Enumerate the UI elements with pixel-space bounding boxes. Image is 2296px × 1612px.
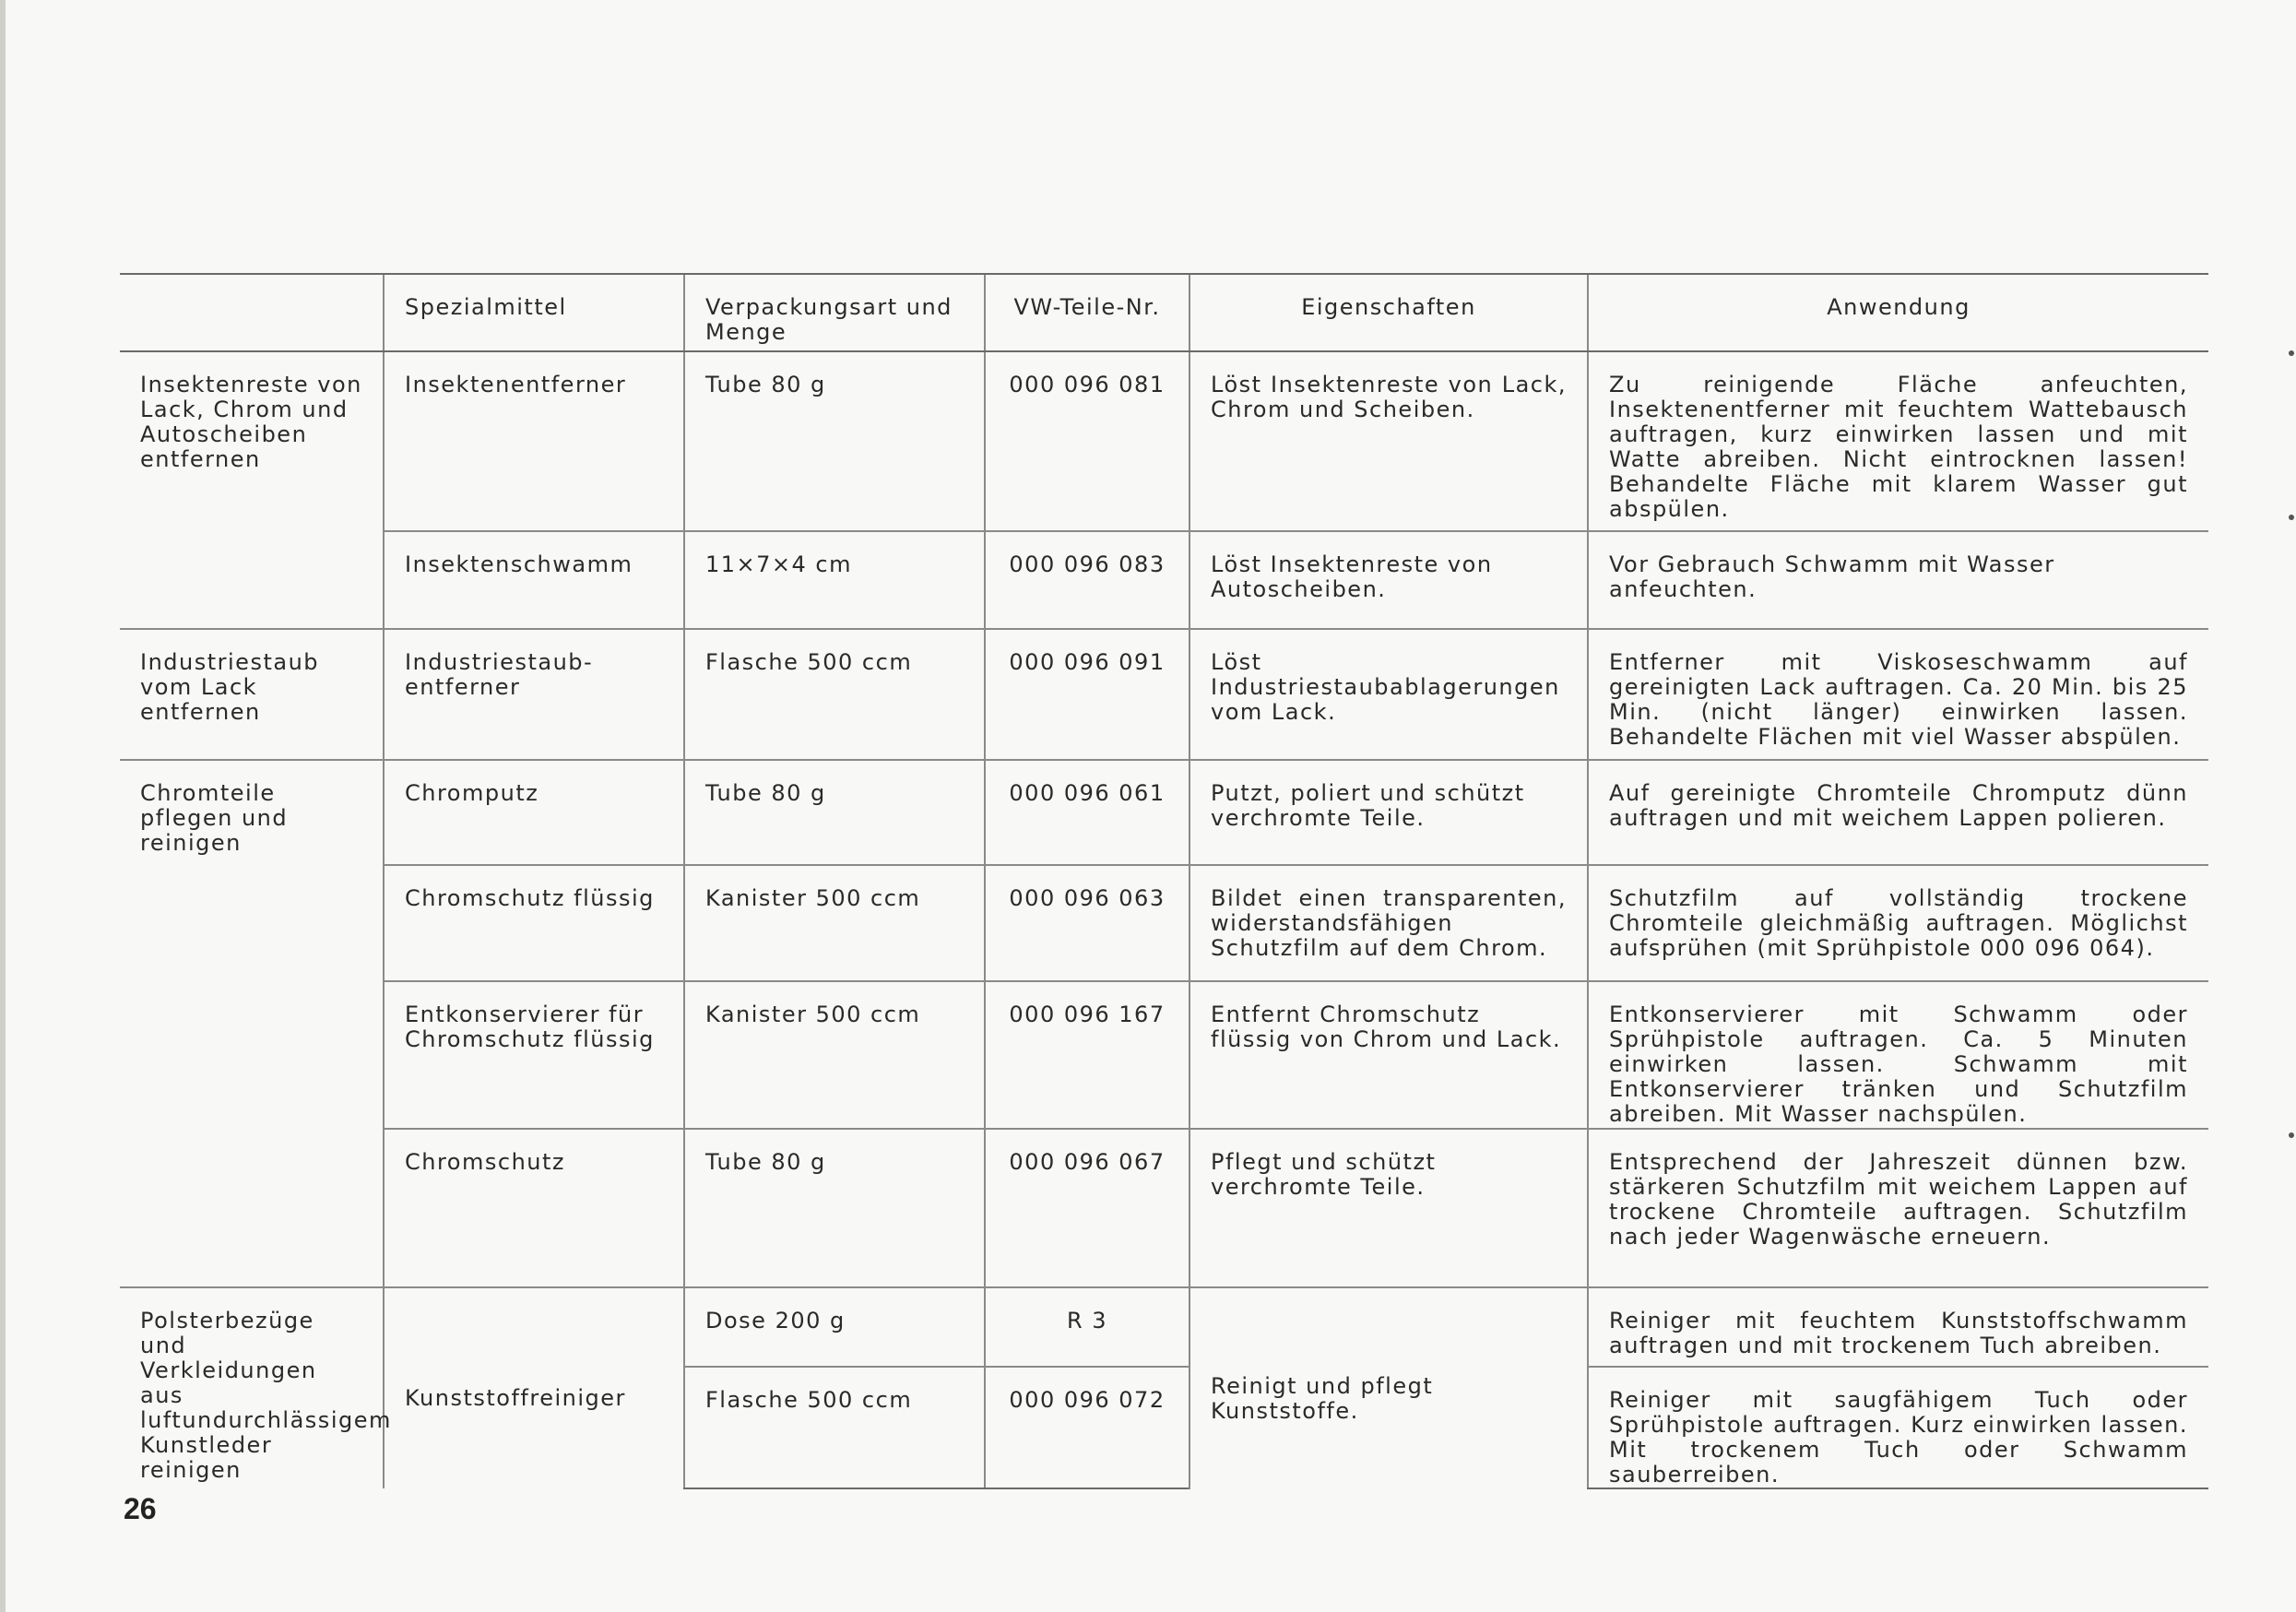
part-no-cell: 000 096 072: [985, 1367, 1189, 1488]
task-cell: Polsterbezüge und Verkleidungen aus luftundurchlässigem Kunstleder reinigen: [120, 1287, 384, 1488]
part-no-cell: 000 096 091: [985, 629, 1189, 760]
usage-cell: Entkonservierer mit Schwamm oder Sprühpistole auftragen. Ca. 5 Minuten einwirken lassen. Schwamm mit Entkonservierer tränken und Schutzfilm abreiben. Mit Wasser nachspülen.: [1588, 981, 2208, 1129]
usage-cell: Zu reinigende Fläche anfeuchten, Insektenentferner mit feuchtem Wattebausch auftragen, kurz einwirken lassen und mit Watte abreiben. Nicht eintrocknen lassen! Behandelte Fläche mit klarem Wasser gut abspülen.: [1588, 351, 2208, 531]
part-no-cell: 000 096 067: [985, 1129, 1189, 1287]
part-no-cell: 000 096 083: [985, 531, 1189, 629]
part-no-cell: R 3: [985, 1287, 1189, 1367]
task-cell: Industriestaub vom Lack entfernen: [120, 629, 384, 760]
part-no-cell: 000 096 061: [985, 760, 1189, 865]
package-cell: Flasche 500 ccm: [684, 1367, 985, 1488]
usage-cell: Auf gereinigte Chromteile Chromputz dünn auftragen und mit weichem Lappen polieren.: [1588, 760, 2208, 865]
table-row: [120, 1129, 2208, 1287]
page-number: 26: [124, 1492, 157, 1525]
part-no-cell: 000 096 167: [985, 981, 1189, 1129]
usage-cell: Reiniger mit feuchtem Kunststoffschwamm auftragen und mit trockenem Tuch abreiben.: [1588, 1287, 2208, 1367]
agent-cell: Kunststoffreiniger: [384, 1287, 684, 1488]
margin-dot: [2289, 1132, 2294, 1138]
table-row: [120, 865, 2208, 981]
table-row: [120, 760, 2208, 865]
package-cell: Kanister 500 ccm: [684, 981, 985, 1129]
margin-dot: [2289, 350, 2294, 356]
agent-cell: Chromputz: [384, 760, 684, 865]
usage-cell: Reiniger mit saugfähigem Tuch oder Sprühpistole auftragen. Kurz einwirken lassen. Mit trockenem Tuch oder Schwamm sauberreiben.: [1588, 1367, 2208, 1488]
task-cell: Insektenreste von Lack, Chrom und Autoscheiben entfernen: [120, 351, 384, 629]
properties-cell: Löst Industriestaubablagerungen vom Lack.: [1189, 629, 1588, 760]
usage-cell: Entsprechend der Jahreszeit dünnen bzw. stärkeren Schutzfilm mit weichem Lappen auf trockene Chromteile auftragen. Schutzfilm nach jeder Wagenwäsche erneuern.: [1588, 1129, 2208, 1287]
part-no-cell: 000 096 081: [985, 351, 1189, 531]
package-cell: Tube 80 g: [684, 351, 985, 531]
header-part-no: VW-Teile-Nr.: [985, 274, 1189, 351]
table-row: [120, 629, 2208, 760]
package-cell: Tube 80 g: [684, 1129, 985, 1287]
agent-cell: Industriestaub-entferner: [384, 629, 684, 760]
header-task: [120, 274, 384, 351]
table-header-row: [120, 274, 2208, 351]
agent-cell: Chromschutz: [384, 1129, 684, 1287]
properties-cell: Löst Insektenreste von Autoscheiben.: [1189, 531, 1588, 629]
agent-cell: Insektenentferner: [384, 351, 684, 531]
table-row: [120, 981, 2208, 1129]
package-cell: Tube 80 g: [684, 760, 985, 865]
agent-cell: Chromschutz flüssig: [384, 865, 684, 981]
header-agent: Spezialmittel: [384, 274, 684, 351]
table-row: [120, 1287, 2208, 1367]
table-row: [120, 531, 2208, 629]
usage-cell: Schutzfilm auf vollständig trockene Chromteile gleichmäßig auftragen. Möglichst aufsprühen (mit Sprühpistole 000 096 064).: [1588, 865, 2208, 981]
properties-cell: Entfernt Chromschutz flüssig von Chrom und Lack.: [1189, 981, 1588, 1129]
properties-cell: Bildet einen transparenten, widerstandsfähigen Schutzfilm auf dem Chrom.: [1189, 865, 1588, 981]
properties-cell: Löst Insektenreste von Lack, Chrom und Scheiben.: [1189, 351, 1588, 531]
agent-cell: Entkonservierer für Chromschutz flüssig: [384, 981, 684, 1129]
package-cell: Kanister 500 ccm: [684, 865, 985, 981]
package-cell: Flasche 500 ccm: [684, 629, 985, 760]
usage-cell: Entferner mit Viskoseschwamm auf gereinigten Lack auftragen. Ca. 20 Min. bis 25 Min. (nicht länger) einwirken lassen. Behandelte Flächen mit viel Wasser abspülen.: [1588, 629, 2208, 760]
margin-dot: [2289, 515, 2294, 520]
package-cell: Dose 200 g: [684, 1287, 985, 1367]
task-cell: Chromteile pflegen und reinigen: [120, 760, 384, 1287]
properties-cell: Putzt, poliert und schützt verchromte Teile.: [1189, 760, 1588, 865]
properties-cell: Pflegt und schützt verchromte Teile.: [1189, 1129, 1588, 1287]
agent-cell: Insektenschwamm: [384, 531, 684, 629]
table-row: [120, 351, 2208, 531]
properties-cell: Reinigt und pflegt Kunststoffe.: [1189, 1287, 1588, 1488]
care-products-table: [120, 273, 2208, 1489]
usage-cell: Vor Gebrauch Schwamm mit Wasser anfeuchten.: [1588, 531, 2208, 629]
package-cell: 11×7×4 cm: [684, 531, 985, 629]
header-usage: Anwendung: [1588, 274, 2208, 351]
header-package: Verpackungsart und Menge: [684, 274, 985, 351]
header-properties: Eigenschaften: [1189, 274, 1588, 351]
part-no-cell: 000 096 063: [985, 865, 1189, 981]
